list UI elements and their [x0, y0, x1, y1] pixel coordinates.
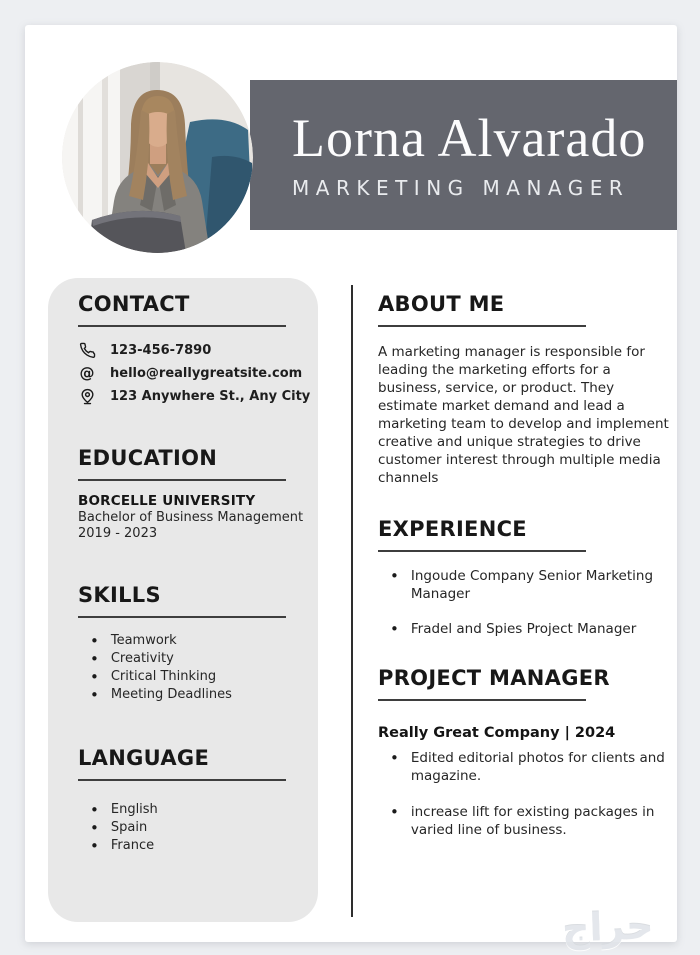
resume-page	[25, 25, 677, 942]
education-degree: Bachelor of Business Management	[78, 510, 304, 525]
experience-item: • Ingoude Company Senior Marketing Manager	[390, 567, 671, 603]
skill-item: • Teamwork	[90, 632, 310, 650]
about-text: A marketing manager is responsible for leading the marketing efforts for a business, service, or product. They estimate market demand and lead a marketing team to develop and implement creative and unique strategies to drive customer interest through multiple media channels	[378, 344, 669, 486]
language-heading: LANGUAGE	[78, 746, 210, 770]
skill-item: • Meeting Deadlines	[90, 686, 310, 704]
project-manager-heading: PROJECT MANAGER	[378, 666, 610, 690]
main-column	[378, 278, 671, 839]
language-item: • Spain	[90, 819, 310, 837]
project-company-line: Really Great Company | 2024	[378, 725, 616, 741]
profile-photo	[62, 62, 253, 253]
person-name: Lorna Alvarado	[292, 108, 647, 168]
experience-heading: EXPERIENCE	[378, 517, 527, 541]
experience-underline	[378, 550, 586, 552]
education-entry	[78, 493, 310, 541]
skill-item: • Creativity	[90, 650, 310, 668]
contact-row-address	[78, 388, 310, 404]
profile-photo-illustration	[62, 62, 253, 253]
education-heading: EDUCATION	[78, 446, 218, 470]
header-banner	[250, 80, 677, 230]
contact-phone: 123-456-7890	[110, 342, 212, 358]
contact-heading: CONTACT	[78, 292, 190, 316]
project-item: • Edited editorial photos for clients and magazine.	[390, 749, 671, 785]
skill-item: • Critical Thinking	[90, 668, 310, 686]
contact-list	[78, 342, 310, 404]
contact-underline	[78, 325, 286, 327]
at-sign-icon: @	[79, 363, 95, 382]
skills-underline	[78, 616, 286, 618]
language-item: • France	[90, 837, 310, 855]
experience-list	[390, 567, 671, 638]
skills-list	[90, 632, 310, 704]
sidebar	[48, 278, 318, 922]
project-manager-underline	[378, 699, 586, 701]
about-underline	[378, 325, 586, 327]
education-underline	[78, 479, 286, 481]
language-underline	[78, 779, 286, 781]
location-pin-icon	[78, 387, 96, 405]
project-item: • increase lift for existing packages in varied line of business.	[390, 803, 671, 839]
contact-address: 123 Anywhere St., Any City	[110, 388, 311, 404]
education-years: 2019 - 2023	[78, 526, 158, 541]
skills-heading: SKILLS	[78, 583, 161, 607]
language-item: • English	[90, 801, 310, 819]
education-school: BORCELLE UNIVERSITY	[78, 493, 256, 509]
contact-row-email	[78, 365, 310, 381]
project-list	[390, 749, 671, 839]
experience-item: • Fradel and Spies Project Manager	[390, 620, 671, 638]
haraj-watermark: حراج	[561, 903, 655, 951]
about-heading: ABOUT ME	[378, 292, 505, 316]
language-list	[90, 801, 310, 855]
column-divider	[351, 285, 353, 917]
contact-row-phone	[78, 342, 310, 358]
contact-email: hello@reallygreatsite.com	[110, 365, 303, 381]
phone-icon	[78, 341, 96, 359]
person-job-title: MARKETING MANAGER	[292, 176, 630, 200]
